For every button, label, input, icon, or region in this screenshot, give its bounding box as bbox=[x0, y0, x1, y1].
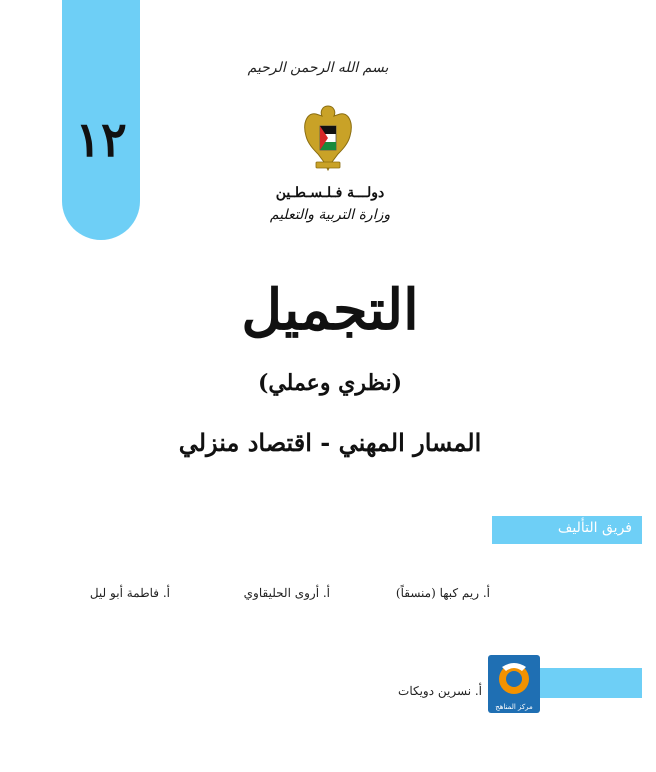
grade-number: ١٢ bbox=[75, 112, 127, 168]
book-subtitle: (نظري وعملي) bbox=[257, 370, 403, 396]
basmala: بسم الله الرحمن الرحيم bbox=[247, 60, 389, 76]
author-name: أ. أروى الحليقاوي bbox=[243, 586, 330, 600]
curriculum-center-logo bbox=[488, 655, 540, 713]
author-name: أ. ريم كبها (منسقاً) bbox=[395, 586, 490, 600]
ministry-name: وزارة التربية والتعليم bbox=[269, 207, 391, 223]
state-name: دولـــة فـلـسـطـين bbox=[275, 185, 385, 201]
team-header-bar bbox=[492, 516, 642, 544]
author-name: أ. فاطمة أبو ليل bbox=[89, 586, 170, 600]
palestine-eagle-emblem-icon bbox=[296, 100, 360, 176]
team-label: فريق التأليف bbox=[557, 520, 632, 536]
logo-label: مركز المناهج bbox=[495, 703, 533, 711]
track-line: المسار المهني - اقتصاد منزلي bbox=[178, 428, 482, 457]
curriculum-center-logo-icon bbox=[488, 657, 540, 701]
book-title: التجميل bbox=[241, 277, 419, 343]
bottom-accent-bar bbox=[530, 668, 642, 698]
author-name: أ. نسرين دويكات bbox=[398, 684, 482, 698]
